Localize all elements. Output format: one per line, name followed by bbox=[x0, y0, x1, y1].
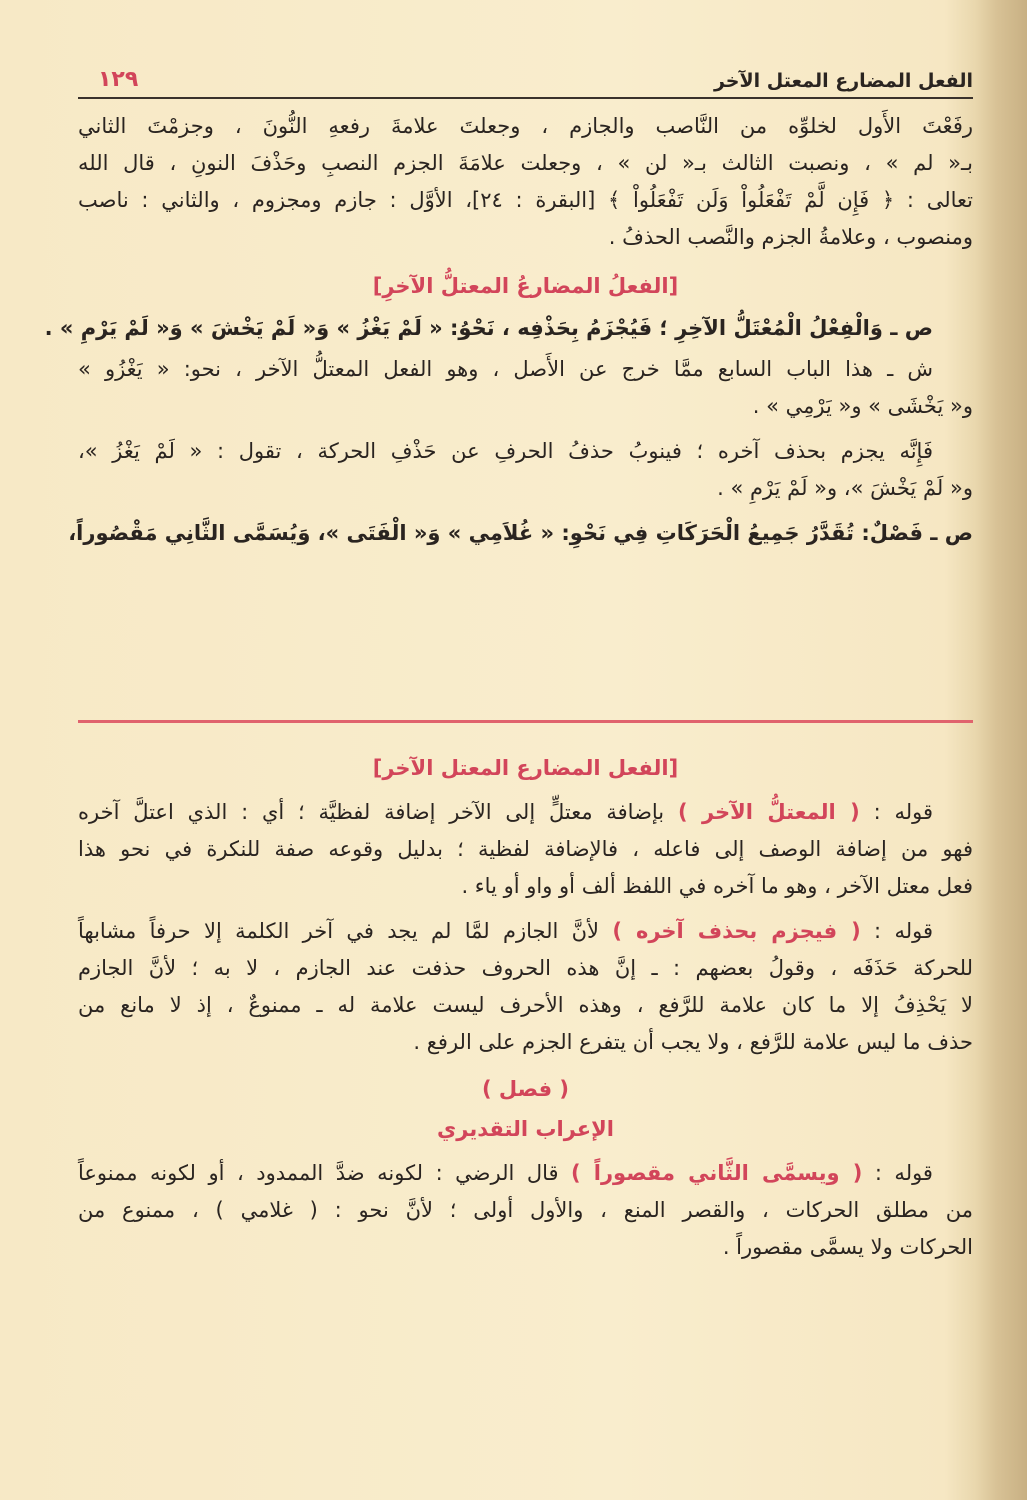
commentary-line: فهو من إضافة الوصف إلى فاعله ، فالإضافة لفظية ؛ بدليل وقوعه صفة للنكرة في نحو هذا bbox=[78, 837, 973, 861]
text-line: بـ« لم » ، ونصبت الثالث بـ« لن » ، وجعلت علامَةَ الجزم النصبِ وحَذْفَ النونِ ، قال الله bbox=[78, 151, 973, 175]
running-title: الفعل المضارع المعتل الآخر bbox=[713, 70, 973, 92]
text-line: رفَعْتَ الأَول لخلوِّه من النَّاصب والجازم ، وجعلتَ علامةَ رفعهِ النُّونَ ، وجزمْتَ الثاني bbox=[78, 114, 973, 138]
matn-section bbox=[44, 108, 973, 552]
commentary-line bbox=[78, 913, 973, 950]
section-divider bbox=[78, 720, 973, 723]
header-rule bbox=[78, 97, 973, 99]
qawluhu-prefix: قوله : bbox=[862, 1161, 933, 1185]
fasl-heading: ( فصل ) bbox=[481, 1077, 569, 1101]
text-line: تعالى : ﴿ فَإِن لَّمْ تَفْعَلُواْ وَلَن تَفْعَلُواْ ﴾ [البقرة : ٢٤]، الأوَّل : جازم ومجزوم ، والثاني : ناصب bbox=[78, 188, 973, 212]
page-number: ١٢٩ bbox=[98, 67, 139, 92]
commentary-line: من مطلق الحركات ، والقصر المنع ، والأول أولى ؛ لأنَّ نحو : ( غلامي ) ، ممنوع من bbox=[78, 1198, 973, 1222]
commentary-text: قال الرضي : لكونه ضدَّ الممدود ، أو لكونه ممنوعاً bbox=[78, 1161, 572, 1185]
section-heading: [الفعلُ المضارعُ المعتلُّ الآخرِ] bbox=[372, 274, 679, 298]
text-line: ومنصوب ، وعلامةُ الجزم والنَّصب الحذفُ . bbox=[608, 225, 973, 249]
commentary-text: لأنَّ الجازم لمَّا لم يجد في آخر الكلمة إلا حرفاً مشابهاً bbox=[78, 919, 613, 943]
matn-line: ص ـ وَالْفِعْلُ الْمُعْتَلُّ الآخِرِ ؛ فَيُجْزَمُ بِحَذْفِه ، نَحْوُ: « لَمْ يَغْزُ » وَ« لَمْ يَخْشَ » وَ« لَمْ يَرْمِ » . bbox=[44, 316, 933, 340]
fasl-subheading: الإعراب التقديري bbox=[437, 1117, 614, 1141]
commentary-line: حذف ما ليس علامة للرَّفع ، ولا يجب أن يتفرع الجزم على الرفع . bbox=[413, 1030, 973, 1054]
sharh-line: فَإِنَّه يجزم بحذف آخره ؛ فينوبُ حذفُ الحرفِ عن حَذْفِ الحركة ، تقول : « لَمْ يَغْزُ »، bbox=[78, 439, 933, 463]
hashiya-heading: [الفعل المضارع المعتل الآخر] bbox=[372, 756, 679, 780]
hashiya-section bbox=[78, 748, 973, 1266]
commentary-text: بإضافة معتلٍّ إلى الآخر إضافة لفظيَّة ؛ أي : الذي اعتلَّ آخره bbox=[78, 800, 678, 824]
qawluhu-prefix: قوله : bbox=[859, 800, 933, 824]
sharh-line: و« يَخْشَى » و« يَرْمِي » . bbox=[752, 394, 973, 418]
commentary-line: الحركات ولا يسمَّى مقصوراً . bbox=[722, 1235, 973, 1259]
qawluhu-prefix: قوله : bbox=[860, 919, 933, 943]
commentary-line bbox=[78, 794, 973, 831]
commentary-line: فعل معتل الآخر ، وهو ما آخره في اللفظ ألف أو واو أو ياء . bbox=[461, 874, 973, 898]
quoted-phrase: ( ويسمَّى الثَّاني مقصوراً ) bbox=[571, 1161, 863, 1185]
quoted-phrase: ( المعتلُّ الآخر ) bbox=[677, 800, 860, 824]
quoted-phrase: ( فيجزم بحذف آخره ) bbox=[612, 919, 861, 943]
commentary-line bbox=[78, 1155, 973, 1192]
sharh-line: و« لَمْ يَخْشَ »، و« لَمْ يَرْمِ » . bbox=[717, 476, 973, 500]
sharh-line: ش ـ هذا الباب السابع ممَّا خرج عن الأَصل ، وهو الفعل المعتلُّ الآخر ، نحو: « يَغْزُو » bbox=[78, 357, 933, 381]
running-header bbox=[78, 58, 973, 92]
fasl-matn-line: ص ـ فَصْلٌ: تُقَدَّرُ جَمِيعُ الْحَرَكَاتِ فِي نَحْوِ: « غُلاَمِي » وَ« الْفَتَى »، وَيُسَمَّى الثَّانِي مَقْصُوراً، bbox=[68, 521, 973, 545]
commentary-line: للحركة حَذَفَه ، وقولُ بعضهم : ـ إنَّ هذه الحروف حذفت عند الجازم ، لا به ؛ لأنَّ الجازم bbox=[78, 956, 973, 980]
commentary-line: لا يَحْذِفُ إلا ما كان علامة للرَّفع ، وهذه الأحرف ليست علامة له ـ ممنوعٌ ، إذ لا مانع من bbox=[78, 993, 973, 1017]
